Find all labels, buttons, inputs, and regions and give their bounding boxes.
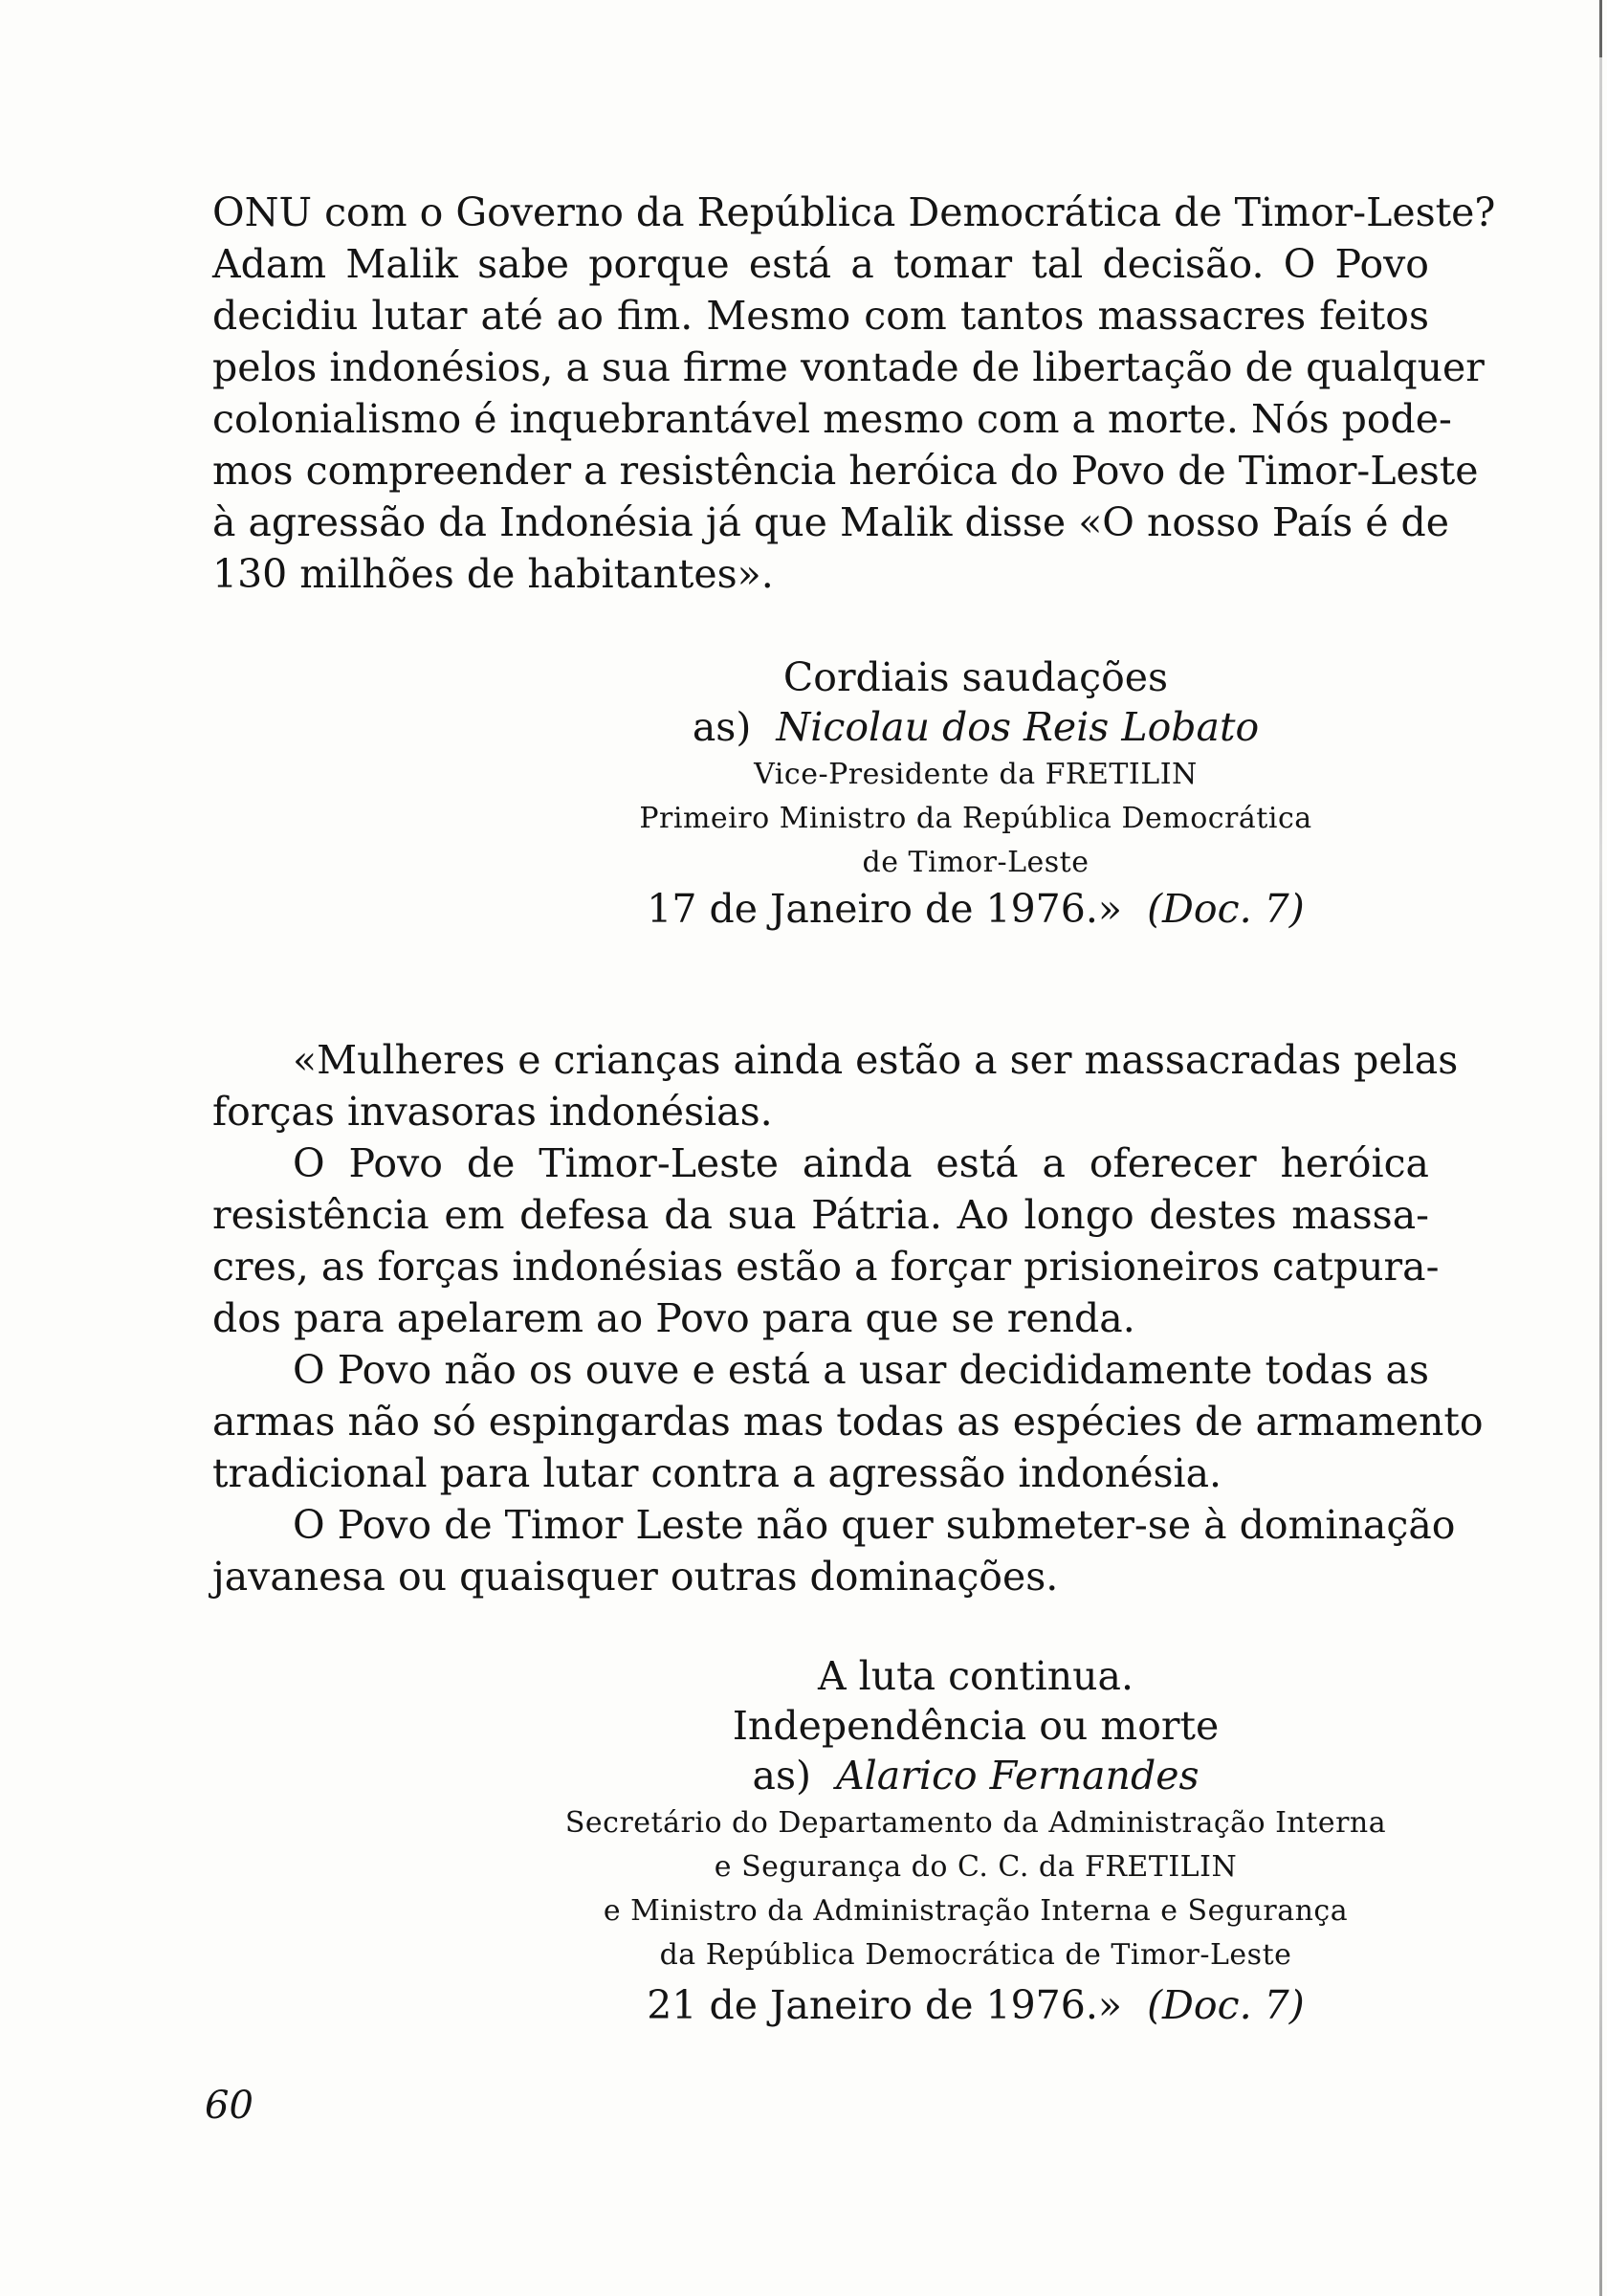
text-line: cres, as forças indonésias estão a forçar prisioneiros catpura- — [212, 1244, 1440, 1290]
page-edge-line — [1599, 0, 1602, 2296]
signatory-title: e Segurança do C. C. da FRETILIN — [714, 1850, 1238, 1884]
signatory-title: e Ministro da Administração Interna e Segurança — [603, 1894, 1349, 1928]
doc-reference: (Doc. 7) — [1147, 1982, 1305, 2028]
date: 21 de Janeiro de 1976.» — [647, 1982, 1122, 2028]
text-line: mos compreender a resistência heróica do Povo de Timor-Leste — [212, 448, 1479, 494]
text-line: pelos indonésios, a sua firme vontade de libertação de qualquer — [212, 344, 1485, 390]
doc-reference: (Doc. 7) — [1147, 886, 1305, 932]
date-line — [517, 1980, 1435, 2030]
text-line: dos para apelarem ao Povo para que se renda. — [212, 1295, 1135, 1341]
greeting: Cordiais saudações — [782, 654, 1169, 700]
text-line: O Povo de Timor-Leste ainda está a oferecer heróica — [293, 1140, 1429, 1186]
signatory-line — [517, 1751, 1435, 1800]
text-line: O Povo não os ouve e está a usar decididamente todas as — [293, 1347, 1429, 1393]
signatory-title: de Timor-Leste — [862, 846, 1090, 879]
text-line: colonialismo é inquebrantável mesmo com a morte. Nós pode- — [212, 396, 1452, 442]
text-line: resistência em defesa da sua Pátria. Ao longo destes massa- — [212, 1192, 1429, 1238]
text-line: à agressão da Indonésia já que Malik disse «O nosso País é de — [212, 499, 1450, 545]
text-line: decidiu lutar até ao fim. Mesmo com tantos massacres feitos — [212, 293, 1429, 339]
text-line: ONU com o Governo da República Democrática de Timor-Leste? — [212, 189, 1496, 235]
text-line: «Mulheres e crianças ainda estão a ser massacradas pelas — [293, 1037, 1459, 1083]
signatory-name: Nicolau dos Reis Lobato — [776, 704, 1260, 750]
closing-line: A luta continua. — [817, 1653, 1134, 1699]
text-line: Adam Malik sabe porque está a tomar tal decisão. O Povo — [212, 241, 1429, 287]
date: 17 de Janeiro de 1976.» — [647, 886, 1122, 932]
text-line: javanesa ou quaisquer outras dominações. — [212, 1554, 1059, 1600]
as-prefix: as) — [692, 704, 752, 750]
signatory-line — [517, 702, 1435, 752]
text-line: O Povo de Timor Leste não quer submeter-se à dominação — [293, 1502, 1456, 1548]
page-number: 60 — [205, 2084, 253, 2128]
closing-line: Independência ou morte — [732, 1703, 1220, 1749]
text-line: tradicional para lutar contra a agressão indonésia. — [212, 1450, 1222, 1496]
text-line: 130 milhões de habitantes». — [212, 551, 774, 597]
as-prefix: as) — [752, 1753, 811, 1799]
signatory-title: Secretário do Departamento da Administração Interna — [564, 1806, 1387, 1840]
signatory-name: Alarico Fernandes — [836, 1753, 1200, 1799]
text-line: armas não só espingardas mas todas as espécies de armamento — [212, 1399, 1484, 1445]
signatory-title: Vice-Presidente da FRETILIN — [754, 758, 1198, 791]
signatory-title: Primeiro Ministro da República Democrática — [639, 802, 1312, 835]
signatory-title: da República Democrática de Timor-Leste — [659, 1938, 1292, 1972]
date-line — [517, 884, 1435, 934]
text-line: forças invasoras indonésias. — [212, 1089, 773, 1135]
